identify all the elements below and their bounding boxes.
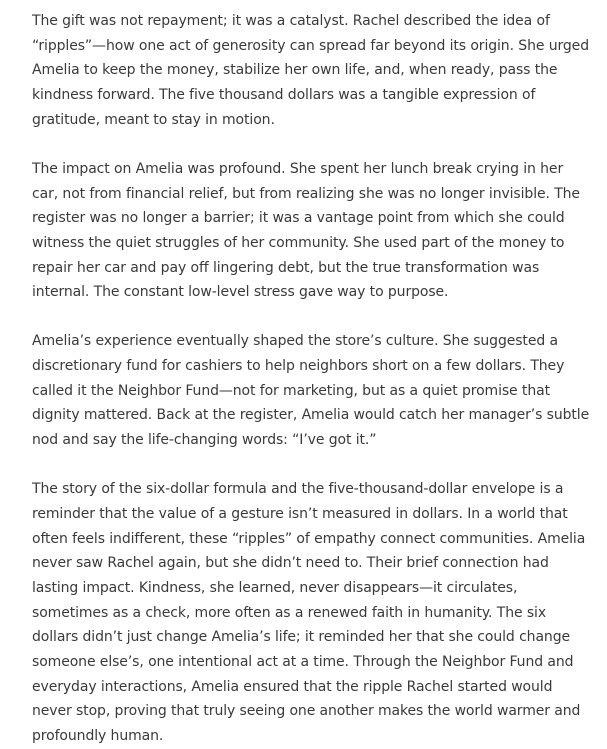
article-body <box>32 9 592 749</box>
paragraph-store-culture: Amelia’s experience eventually shaped the store’s culture. She suggested a discretionary fund for cashiers to help neighbors short on a few dollars. They called it the Neighbor Fund—not for marketing, but as a quiet promise that dignity mattered. Back at the register, Amelia would catch her manager’s subtle nod and say the life-changing words: “I’ve got it.” <box>32 333 590 449</box>
paragraph-ripples-conclusion: The story of the six-dollar formula and the five-thousand-dollar envelope is a reminder that the value of a gesture isn’t measured in dollars. In a world that often feels indifferent, these “ripples” of empathy connect communities. Amelia never saw Rachel again, but she didn’t need to. Their brief connection had lasting impact. Kindness, she learned, never disappears—it circulates, sometimes as a check, more often as a renewed faith in humanity. The six dollars didn’t just change Amelia’s life; it reminded her that she could change someone else’s, one intentional act at a time. Through the Neighbor Fund and everyday interactions, Amelia ensured that the ripple Rachel started would never stop, proving that truly seeing one another makes the world warmer and profoundly human. <box>32 481 586 745</box>
paragraph-impact-on-amelia: The impact on Amelia was profound. She spent her lunch break crying in her car, not from financial relief, but from realizing she was no longer invisible. The register was no longer a barrier; it was a vantage point from which she could witness the quiet struggles of her community. She used part of the money to repair her car and pay off lingering debt, but the true transformation was internal. The constant low-level stress gave way to purpose. <box>32 160 580 301</box>
paragraph-gift-catalyst: The gift was not repayment; it was a catalyst. Rachel described the idea of “ripples”—how one act of generosity can spread far beyond its origin. She urged Amelia to keep the money, stabilize her own life, and, when ready, pass the kindness forward. The five thousand dollars was a tangible expression of gratitude, meant to stay in motion. <box>32 13 589 128</box>
